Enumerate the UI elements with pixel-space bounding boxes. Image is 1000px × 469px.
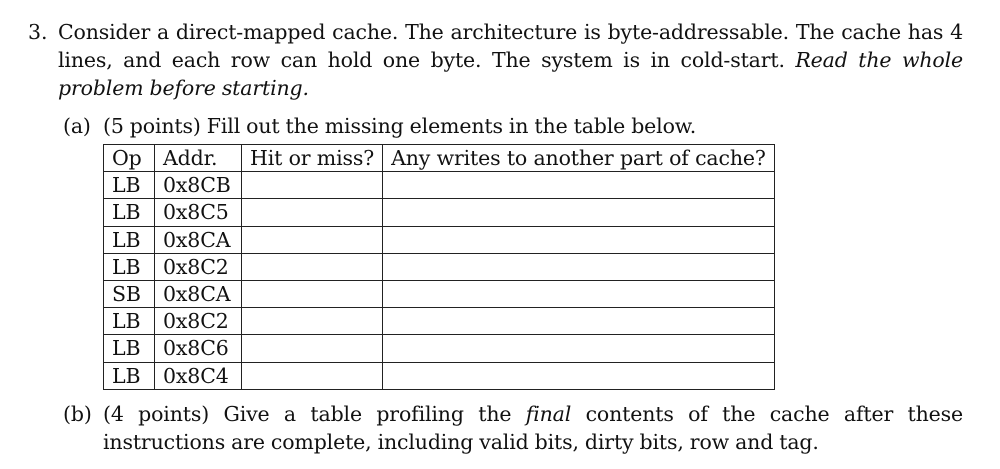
cell-addr: 0x8C6 bbox=[155, 335, 242, 362]
cell-op: LB bbox=[104, 308, 155, 335]
table-header-row bbox=[104, 145, 775, 172]
table-row bbox=[104, 362, 775, 389]
header-hit-or-miss: Hit or miss? bbox=[242, 145, 383, 172]
problem-statement-emphasis: Read the whole problem before starting. bbox=[58, 48, 963, 100]
part-b-text-after: contents of the cache after these instructions are complete, including valid bits, dirty bits, row and tag. bbox=[103, 402, 963, 454]
part-a-text: (5 points) Fill out the missing elements in the table below. bbox=[103, 114, 697, 138]
cell-addr: 0x8C2 bbox=[155, 253, 242, 280]
header-op: Op bbox=[104, 145, 155, 172]
cell-writes bbox=[383, 172, 775, 199]
problem-3 bbox=[28, 18, 963, 102]
header-addr: Addr. bbox=[155, 145, 242, 172]
cell-writes bbox=[383, 226, 775, 253]
cell-writes bbox=[383, 199, 775, 226]
problem-statement bbox=[58, 18, 963, 102]
problem-statement-main: Consider a direct-mapped cache. The architecture is byte-addressable. The cache has 4 lines, and each row can hold one byte. The system is in cold-start. bbox=[58, 20, 963, 72]
table-row bbox=[104, 280, 775, 307]
cell-addr: 0x8CA bbox=[155, 226, 242, 253]
cell-hit-or-miss bbox=[242, 226, 383, 253]
table-row bbox=[104, 199, 775, 226]
cell-hit-or-miss bbox=[242, 199, 383, 226]
cell-addr: 0x8C5 bbox=[155, 199, 242, 226]
cache-access-table bbox=[103, 144, 775, 390]
cell-addr: 0x8C2 bbox=[155, 308, 242, 335]
cell-addr: 0x8CB bbox=[155, 172, 242, 199]
part-b-text-before: (4 points) Give a table profiling the bbox=[103, 402, 512, 426]
cell-op: LB bbox=[104, 253, 155, 280]
part-a bbox=[63, 112, 943, 140]
cell-writes bbox=[383, 308, 775, 335]
cell-hit-or-miss bbox=[242, 308, 383, 335]
cell-hit-or-miss bbox=[242, 253, 383, 280]
cell-op: LB bbox=[104, 199, 155, 226]
cell-writes bbox=[383, 280, 775, 307]
cell-writes bbox=[383, 253, 775, 280]
table-row bbox=[104, 253, 775, 280]
cell-writes bbox=[383, 362, 775, 389]
part-b-text-emphasis: final bbox=[525, 402, 572, 426]
cell-hit-or-miss bbox=[242, 280, 383, 307]
cell-hit-or-miss bbox=[242, 172, 383, 199]
table-row bbox=[104, 172, 775, 199]
header-writes: Any writes to another part of cache? bbox=[383, 145, 775, 172]
table-row bbox=[104, 335, 775, 362]
cell-op: LB bbox=[104, 172, 155, 199]
cell-hit-or-miss bbox=[242, 335, 383, 362]
cell-op: SB bbox=[104, 280, 155, 307]
cell-hit-or-miss bbox=[242, 362, 383, 389]
part-b-text bbox=[103, 400, 963, 456]
table-row bbox=[104, 226, 775, 253]
cell-addr: 0x8CA bbox=[155, 280, 242, 307]
problem-number: 3. bbox=[28, 20, 48, 44]
cell-addr: 0x8C4 bbox=[155, 362, 242, 389]
table-row bbox=[104, 308, 775, 335]
part-a-label: (a) bbox=[63, 114, 91, 138]
cell-writes bbox=[383, 335, 775, 362]
cell-op: LB bbox=[104, 226, 155, 253]
cell-op: LB bbox=[104, 335, 155, 362]
part-b bbox=[63, 400, 963, 456]
cell-op: LB bbox=[104, 362, 155, 389]
part-b-label: (b) bbox=[63, 402, 92, 426]
